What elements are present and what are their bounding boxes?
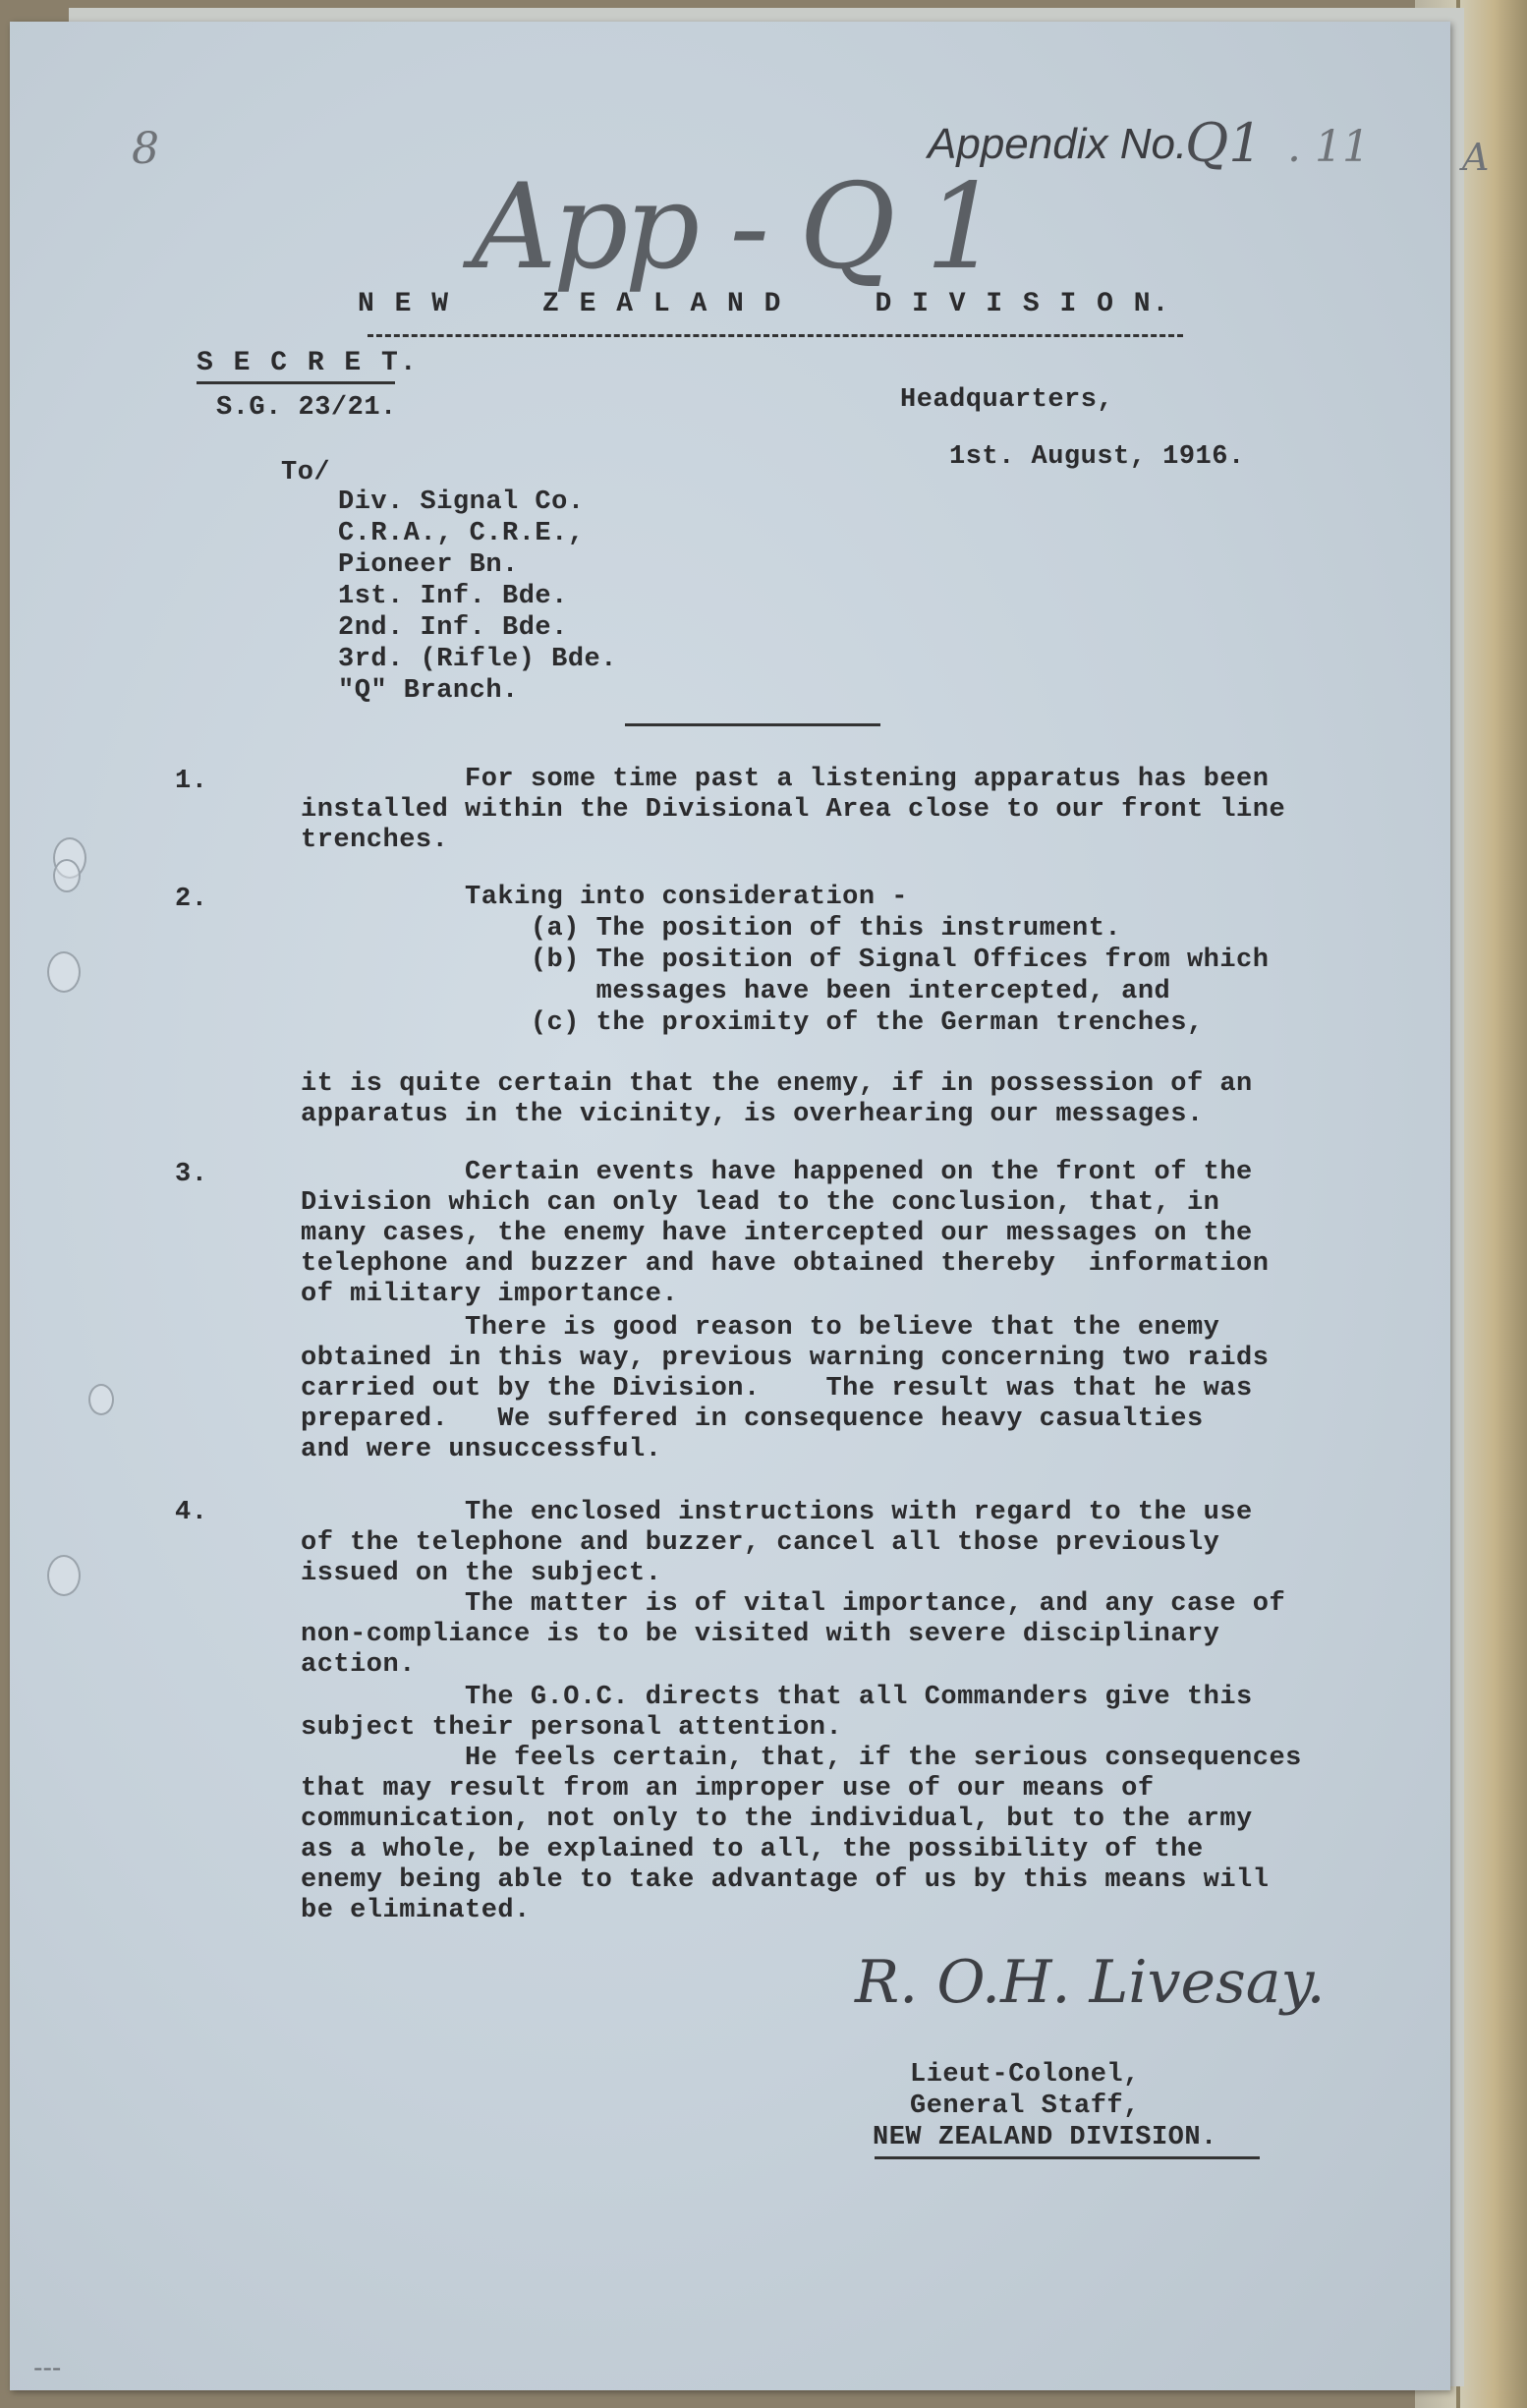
paragraph-line: telephone and buzzer and have obtained thereby information	[301, 1249, 1270, 1279]
appendix-stamp: Appendix No.	[928, 120, 1188, 168]
paragraph-line: trenches.	[301, 826, 449, 855]
paragraph-line: subject their personal attention.	[301, 1713, 843, 1743]
secret-underline	[197, 381, 395, 384]
section-divider	[625, 723, 880, 726]
paragraph-line: it is quite certain that the enemy, if in possession of an	[301, 1069, 1253, 1099]
addressee-item: 1st. Inf. Bde.	[338, 582, 568, 611]
paragraph-line: He feels certain, that, if the serious consequences	[301, 1744, 1302, 1773]
paragraph-line: There is good reason to believe that the enemy	[301, 1313, 1220, 1343]
paragraph-line: The G.O.C. directs that all Commanders give this	[301, 1683, 1253, 1712]
paragraph-line: (b) The position of Signal Offices from which	[301, 946, 1270, 975]
edge-letter-mark: A	[1462, 136, 1490, 179]
punch-hole	[88, 1384, 114, 1415]
addressee-item: "Q" Branch.	[338, 676, 519, 706]
paragraph-line: non-compliance is to be visited with severe disciplinary	[301, 1620, 1220, 1649]
paragraph-line: communication, not only to the individual, but to the army	[301, 1805, 1253, 1834]
paragraph-line: action.	[301, 1650, 416, 1680]
paragraph-line: (a) The position of this instrument.	[301, 914, 1122, 944]
title-dashed-rule	[368, 334, 1183, 337]
signatory-rank: Lieut-Colonel,	[910, 2060, 1140, 2090]
addressee-item: C.R.A., C.R.E.,	[338, 519, 585, 548]
paragraph-line: of military importance.	[301, 1280, 679, 1309]
paragraph-line: as a whole, be explained to all, the possibility of the	[301, 1835, 1204, 1864]
appendix-suffix-pencil: . 11	[1287, 122, 1370, 172]
addressee-item: Pioneer Bn.	[338, 550, 519, 580]
paragraph-line: apparatus in the vicinity, is overhearing our messages.	[301, 1100, 1204, 1129]
paragraph-line: and were unsuccessful.	[301, 1435, 662, 1464]
left-edge-mark: ---	[33, 2351, 62, 2383]
paragraph-number: 3.	[175, 1160, 208, 1189]
large-pencil-annotation: App - Q 1	[472, 159, 996, 296]
paragraph-line: carried out by the Division. The result was that he was	[301, 1374, 1253, 1404]
appendix-number-handwritten: Q1	[1185, 112, 1263, 174]
paragraph-number: 4.	[175, 1498, 208, 1527]
paragraph-number: 1.	[175, 767, 208, 796]
punch-hole	[47, 1555, 81, 1596]
paragraph-line: The enclosed instructions with regard to the use	[301, 1498, 1253, 1527]
paragraph-line: messages have been intercepted, and	[301, 977, 1171, 1006]
handwritten-signature: R. O.H. Livesay.	[855, 1948, 1326, 2017]
paragraph-line: that may result from an improper use of our means of	[301, 1774, 1155, 1804]
document-date: 1st. August, 1916.	[949, 442, 1245, 472]
paragraph-line: enemy being able to take advantage of us by this means will	[301, 1865, 1270, 1895]
paragraph-line: be eliminated.	[301, 1896, 531, 1925]
paragraph-line: installed within the Divisional Area close to our front line	[301, 795, 1286, 825]
paragraph-line: of the telephone and buzzer, cancel all those previously	[301, 1528, 1220, 1558]
signature-underline	[875, 2156, 1260, 2159]
addressee-item: 2nd. Inf. Bde.	[338, 613, 568, 643]
addressee-item: 3rd. (Rifle) Bde.	[338, 645, 617, 674]
signatory-unit: NEW ZEALAND DIVISION.	[873, 2123, 1217, 2152]
to-label: To/	[281, 458, 331, 487]
paragraph-line: Certain events have happened on the front of the	[301, 1158, 1253, 1187]
addressee-item: Div. Signal Co.	[338, 487, 585, 517]
paragraph-line: Division which can only lead to the conclusion, that, in	[301, 1188, 1220, 1218]
division-title: N E W Z E A L A N D D I V I S I O N.	[358, 289, 1171, 319]
paragraph-line: (c) the proximity of the German trenches,	[301, 1008, 1204, 1038]
punch-hole	[53, 859, 81, 892]
corner-page-number: 8	[132, 124, 159, 174]
headquarters-label: Headquarters,	[900, 385, 1114, 415]
paragraph-line: many cases, the enemy have intercepted our messages on the	[301, 1219, 1253, 1248]
signatory-role: General Staff,	[910, 2092, 1140, 2121]
secret-marking: S E C R E T.	[197, 348, 419, 378]
paragraph-line: obtained in this way, previous warning concerning two raids	[301, 1344, 1270, 1373]
paragraph-line: The matter is of vital importance, and any case of	[301, 1589, 1286, 1619]
reference-number: S.G. 23/21.	[216, 393, 397, 423]
paragraph-line: issued on the subject.	[301, 1559, 662, 1588]
punch-hole	[47, 951, 81, 993]
document-page	[10, 22, 1490, 2390]
paragraph-line: Taking into consideration -	[301, 883, 908, 912]
paragraph-line: prepared. We suffered in consequence heavy casualties	[301, 1405, 1204, 1434]
paragraph-number: 2.	[175, 885, 208, 914]
paragraph-line: For some time past a listening apparatus has been	[301, 765, 1270, 794]
